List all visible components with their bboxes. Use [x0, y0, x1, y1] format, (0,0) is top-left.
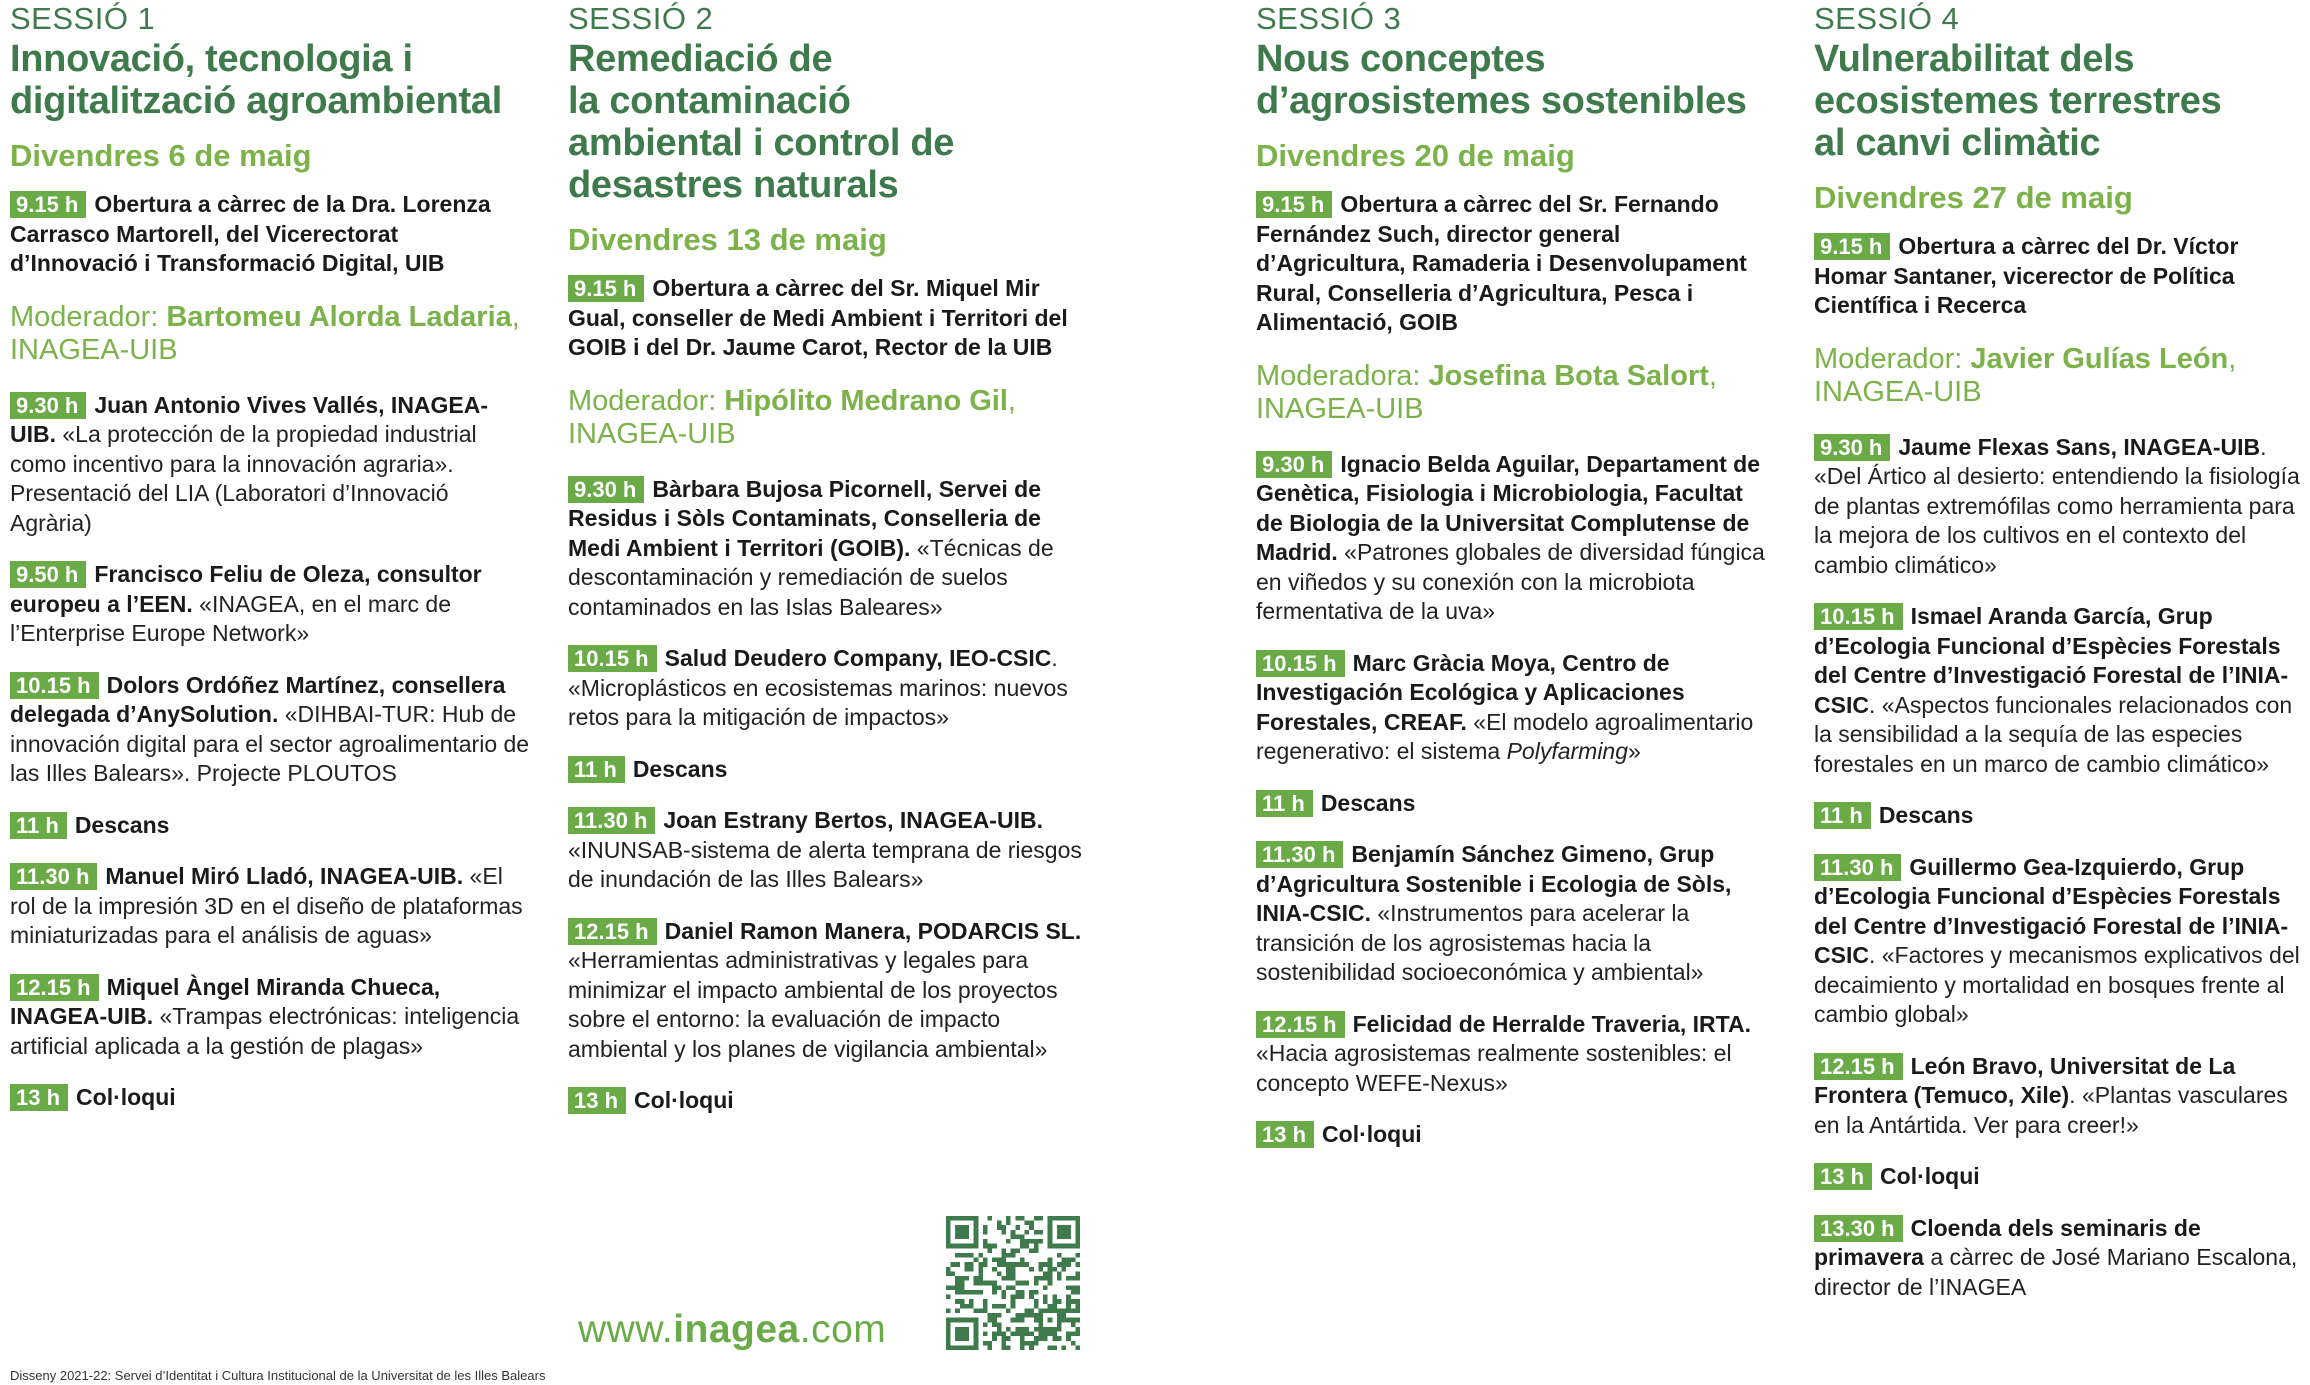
talk-item — [10, 811, 530, 841]
time-badge: 9.15 h — [1256, 191, 1332, 218]
opening-text: Obertura a càrrec de la Dra. Lorenza Carrasco Martorell, del Vicerectorat d’Innovació i Transformació Digital, UIB — [10, 191, 491, 276]
moderator-name: Josefina Bota Salort — [1428, 359, 1709, 392]
talk-speaker: Ignacio Belda Aguilar, Departament de Genètica, Fisiologia i Microbiologia, Facultat de Biologia de la Universitat Complutense de Madrid. — [1256, 450, 1761, 565]
time-badge: 13.30 h — [1814, 1215, 1903, 1242]
time-badge: 10.15 h — [568, 645, 657, 672]
talk-description: «Instrumentos para acelerar la transición de los agrosistemas hacia la sostenibilidad socioeconómica y ambiental» — [1256, 900, 1704, 985]
website-prefix: www. — [578, 1308, 674, 1351]
session-title-line: la contaminació — [568, 80, 851, 122]
time-badge: 11.30 h — [10, 863, 97, 890]
talk-item — [1256, 649, 1776, 767]
time-badge: 10.15 h — [1256, 650, 1345, 677]
time-badge: 11.30 h — [1256, 841, 1343, 868]
talk-item — [10, 671, 530, 789]
talk-speaker: Descans — [1878, 802, 1974, 828]
session-3-column — [1256, 0, 1776, 1172]
session-title-line: ecosistemes terrestres — [1814, 80, 2222, 122]
talk-speaker: Benjamín Sánchez Gimeno, Grup d’Agricultura Sostenible i Ecologia de Sòls, INIA-CSIC. — [1256, 841, 1732, 926]
session-title-line: Vulnerabilitat dels — [1814, 38, 2135, 80]
talk-description: «El modelo agroalimentario regenerativo: el sistema — [1256, 708, 1754, 764]
talk-description: «Patrones globales de diversidad fúngica en viñedos y su conexión con la microbiota fermentativa de la uva» — [1256, 539, 1765, 624]
talk-speaker: Salud Deudero Company, IEO-CSIC — [664, 645, 1052, 671]
talk-description: «El rol de la impresión 3D en el diseño de plataformas miniaturizadas para el análisis de aguas» — [10, 863, 523, 948]
talk-item — [568, 1086, 1088, 1116]
talk-speaker: Col·loqui — [76, 1084, 176, 1110]
session-title-line: Innovació, tecnologia i — [10, 38, 413, 80]
talk-description: «Trampas electrónicas: inteligencia artificial aplicada a la gestión de plagas» — [10, 1003, 520, 1059]
talk-speaker: Marc Gràcia Moya, Centro de Investigación Ecológica y Aplicaciones Forestales, CREAF. — [1256, 649, 1685, 735]
opening-block — [10, 190, 530, 279]
website-link[interactable] — [578, 1308, 886, 1352]
opening-text: Obertura a càrrec del Sr. Miquel Mir Gual, conseller de Medi Ambient i Territori del GOIB i del Dr. Jaume Carot, Rector de la UIB — [568, 275, 1068, 360]
time-badge: 11.30 h — [568, 807, 655, 834]
design-credit: Disseny 2021-22: Servei d’Identitat i Cultura Institucional de la Universitat de les Illes Balears — [10, 1368, 546, 1383]
talk-item — [1256, 1010, 1776, 1099]
session-date: Divendres 27 de maig — [1814, 180, 2133, 215]
moderator — [10, 301, 530, 367]
session-title — [10, 38, 530, 122]
opening-text: Obertura a càrrec del Sr. Fernando Fernández Such, director general d’Agricultura, Ramaderia i Desenvolupament Rural, Conselleria d’Agricultura, Pesca i Alimentació, GOIB — [1256, 191, 1747, 335]
talk-item — [1814, 853, 2310, 1030]
talk-item — [1814, 1052, 2310, 1141]
talk-description: «Hacia agrosistemas realmente sostenibles: el concepto WEFE-Nexus» — [1256, 1040, 1732, 1096]
moderator — [1256, 360, 1776, 426]
talk-description: . «Factores y mecanismos explicativos del decaimiento y mortalidad en bosques frente al cambio global» — [1814, 942, 2300, 1027]
time-badge: 10.15 h — [1814, 603, 1903, 630]
opening-block — [1814, 232, 2310, 321]
session-label: SESSIÓ 1 — [10, 1, 156, 36]
time-badge: 13 h — [1256, 1121, 1314, 1148]
talk-description: . «Aspectos funcionales relacionados con la sensibilidad a la sequía de las especies forestales en un marco de cambio climático» — [1814, 691, 2293, 777]
moderator-prefix: Moderadora: — [1256, 359, 1421, 392]
talk-description-tail: » — [1628, 738, 1641, 764]
time-badge: 11 h — [568, 756, 625, 783]
talk-speaker: León Bravo, Universitat de La Frontera (Temuco, Xile) — [1814, 1052, 2236, 1108]
talk-description: «INUNSAB-sistema de alerta temprana de riesgos de inundación de las Illes Balears» — [568, 836, 1082, 892]
session-date: Divendres 13 de maig — [568, 222, 887, 257]
time-badge: 11 h — [1814, 802, 1871, 829]
talk-item — [10, 1083, 530, 1113]
session-4-column — [1814, 0, 2310, 1324]
session-title — [568, 38, 1088, 206]
session-title-line: digitalització agroambiental — [10, 80, 503, 122]
qr-code-icon — [946, 1216, 1080, 1350]
website-suffix: .com — [799, 1308, 887, 1351]
talk-speaker: Felicidad de Herralde Traveria, IRTA. — [1352, 1010, 1751, 1037]
time-badge: 9.30 h — [10, 392, 86, 419]
talk-item — [1256, 840, 1776, 988]
talk-item — [1814, 1214, 2310, 1303]
talk-item — [568, 917, 1088, 1065]
moderator-affiliation: , INAGEA-UIB — [10, 300, 520, 366]
talk-item — [10, 391, 530, 539]
talk-description: «Técnicas de descontaminación y remediación de suelos contaminados en las Islas Baleares» — [568, 534, 1054, 620]
session-title — [1814, 38, 2310, 164]
session-title-line: Remediació de — [568, 38, 833, 80]
talk-speaker: Jaume Flexas Sans, INAGEA-UIB — [1898, 433, 2261, 460]
time-badge: 9.15 h — [10, 191, 86, 218]
time-badge: 12.15 h — [568, 918, 657, 945]
talk-speaker: Guillermo Gea-Izquierdo, Grup d’Ecologia Funcional d’Espècies Forestals del Centre d’Investigació Forestal de l’INIA-CSIC — [1814, 853, 2289, 968]
moderator-prefix: Moderador: — [1814, 342, 1963, 375]
moderator — [568, 385, 1088, 451]
talk-item — [1814, 602, 2310, 779]
opening-block — [568, 274, 1088, 363]
session-date: Divendres 20 de maig — [1256, 138, 1575, 173]
moderator-prefix: Moderador: — [10, 300, 159, 333]
opening-block — [1256, 190, 1776, 338]
time-badge: 11 h — [10, 812, 67, 839]
session-title-line: d’agrosistemes sostenibles — [1256, 80, 1747, 122]
talk-item — [1814, 801, 2310, 831]
talk-speaker: Col·loqui — [634, 1087, 734, 1113]
talk-speaker: Cloenda dels seminaris de primavera — [1814, 1214, 2201, 1270]
talk-speaker: Manuel Miró Lladó, INAGEA-UIB. — [105, 863, 464, 889]
moderator-prefix: Moderador: — [568, 384, 717, 417]
talk-speaker: Ismael Aranda García, Grup d’Ecologia Funcional d’Espècies Forestals del Centre d’Investigació Forestal de l’INIA-CSIC — [1814, 603, 2289, 718]
session-title-line: ambiental i control de — [568, 122, 955, 164]
talk-speaker: Juan Antonio Vives Vallés, INAGEA-UIB. — [10, 391, 489, 447]
talk-description-emphasis: Polyfarming — [1506, 738, 1629, 764]
session-title-line: desastres naturals — [568, 164, 899, 206]
talk-description: «La protección de la propiedad industrial como incentivo para la innovación agraria». Presentació del LIA (Laboratori d’Innovació Agrària) — [10, 421, 477, 536]
talk-speaker: Dolors Ordóñez Martínez, consellera delegada d’AnySolution. — [10, 671, 506, 727]
talk-speaker: Col·loqui — [1880, 1163, 1980, 1189]
talk-description: «Herramientas administrativas y legales para minimizar el impacto ambiental de los proyectos sobre el entorno: la evaluación de impacto ambiental y los planes de vigilancia ambiental» — [568, 947, 1058, 1062]
session-title — [1256, 38, 1776, 122]
talk-speaker: Joan Estrany Bertos, INAGEA-UIB. — [663, 807, 1043, 833]
time-badge: 12.15 h — [1256, 1011, 1345, 1038]
session-label: SESSIÓ 2 — [568, 1, 714, 36]
talk-description: «INAGEA, en el marc de l’Enterprise Europe Network» — [10, 590, 451, 646]
moderator — [1814, 343, 2310, 409]
time-badge: 13 h — [10, 1084, 68, 1111]
time-badge: 9.30 h — [568, 476, 644, 503]
talk-speaker: Miquel Àngel Miranda Chueca, INAGEA-UIB. — [10, 973, 441, 1029]
talk-item — [10, 973, 530, 1062]
session-2-column — [568, 0, 1088, 1138]
talk-item — [568, 475, 1088, 623]
talk-item — [568, 644, 1088, 733]
session-label: SESSIÓ 4 — [1814, 1, 1960, 36]
talk-description: . «Del Ártico al desierto: entendiendo la fisiología de plantas extremófilas como herramienta para la mejora de los cultivos en el contexto del cambio climático» — [1814, 433, 2300, 578]
time-badge: 9.50 h — [10, 561, 86, 588]
talk-item — [1814, 433, 2310, 581]
talk-speaker: Francisco Feliu de Oleza, consultor europeu a l’EEN. — [10, 561, 482, 617]
moderator-affiliation: , INAGEA-UIB — [568, 384, 1016, 450]
talk-item — [568, 806, 1088, 895]
time-badge: 12.15 h — [10, 974, 99, 1001]
time-badge: 11 h — [1256, 790, 1313, 817]
talk-item — [10, 862, 530, 951]
time-badge: 13 h — [1814, 1163, 1872, 1190]
session-date: Divendres 6 de maig — [10, 138, 312, 173]
moderator-affiliation: , INAGEA-UIB — [1256, 359, 1717, 425]
moderator-name: Javier Gulías León — [1970, 342, 2229, 375]
session-label: SESSIÓ 3 — [1256, 1, 1402, 36]
time-badge: 10.15 h — [10, 672, 99, 699]
time-badge: 9.30 h — [1814, 434, 1890, 461]
moderator-affiliation: , INAGEA-UIB — [1814, 342, 2237, 408]
time-badge: 13 h — [568, 1087, 626, 1114]
talk-item — [568, 755, 1088, 785]
time-badge: 9.15 h — [568, 275, 644, 302]
talk-speaker: Daniel Ramon Manera, PODARCIS SL. — [664, 917, 1082, 944]
opening-text: Obertura a càrrec del Dr. Víctor Homar Santaner, vicerector de Política Científica i Recerca — [1814, 233, 2239, 318]
talk-item — [1256, 789, 1776, 819]
talk-description: . «Microplásticos en ecosistemas marinos: nuevos retos para la mitigación de impactos» — [568, 645, 1068, 730]
talk-description: «DIHBAI-TUR: Hub de innovación digital para el sector agroalimentario de las Illes Balears». Projecte PLOUTOS — [10, 701, 530, 786]
talk-speaker: Bàrbara Bujosa Picornell, Servei de Residus i Sòls Contaminats, Conselleria de Medi Ambient i Territori (GOIB). — [568, 475, 1041, 561]
talk-description: . «Plantas vasculares en la Antártida. Ver para creer!» — [1814, 1082, 2288, 1138]
time-badge: 9.30 h — [1256, 451, 1332, 478]
session-1-column — [10, 0, 530, 1135]
session-title-line: al canvi climàtic — [1814, 122, 2101, 164]
talk-item — [1256, 450, 1776, 627]
talk-item — [1256, 1120, 1776, 1150]
website-domain: inagea — [673, 1308, 800, 1351]
talk-description: a càrrec de José Mariano Escalona, director de l’INAGEA — [1814, 1244, 2298, 1300]
time-badge: 9.15 h — [1814, 233, 1890, 260]
time-badge: 12.15 h — [1814, 1053, 1903, 1080]
talk-speaker: Descans — [1320, 789, 1416, 816]
talk-item — [1814, 1162, 2310, 1192]
talk-speaker: Descans — [632, 755, 728, 782]
time-badge: 11.30 h — [1814, 854, 1901, 881]
talk-speaker: Col·loqui — [1322, 1121, 1422, 1147]
talk-speaker: Descans — [74, 811, 170, 838]
talk-item — [10, 560, 530, 649]
moderator-name: Hipólito Medrano Gil — [724, 384, 1008, 417]
moderator-name: Bartomeu Alorda Ladaria — [166, 300, 512, 333]
session-title-line: Nous conceptes — [1256, 38, 1546, 80]
